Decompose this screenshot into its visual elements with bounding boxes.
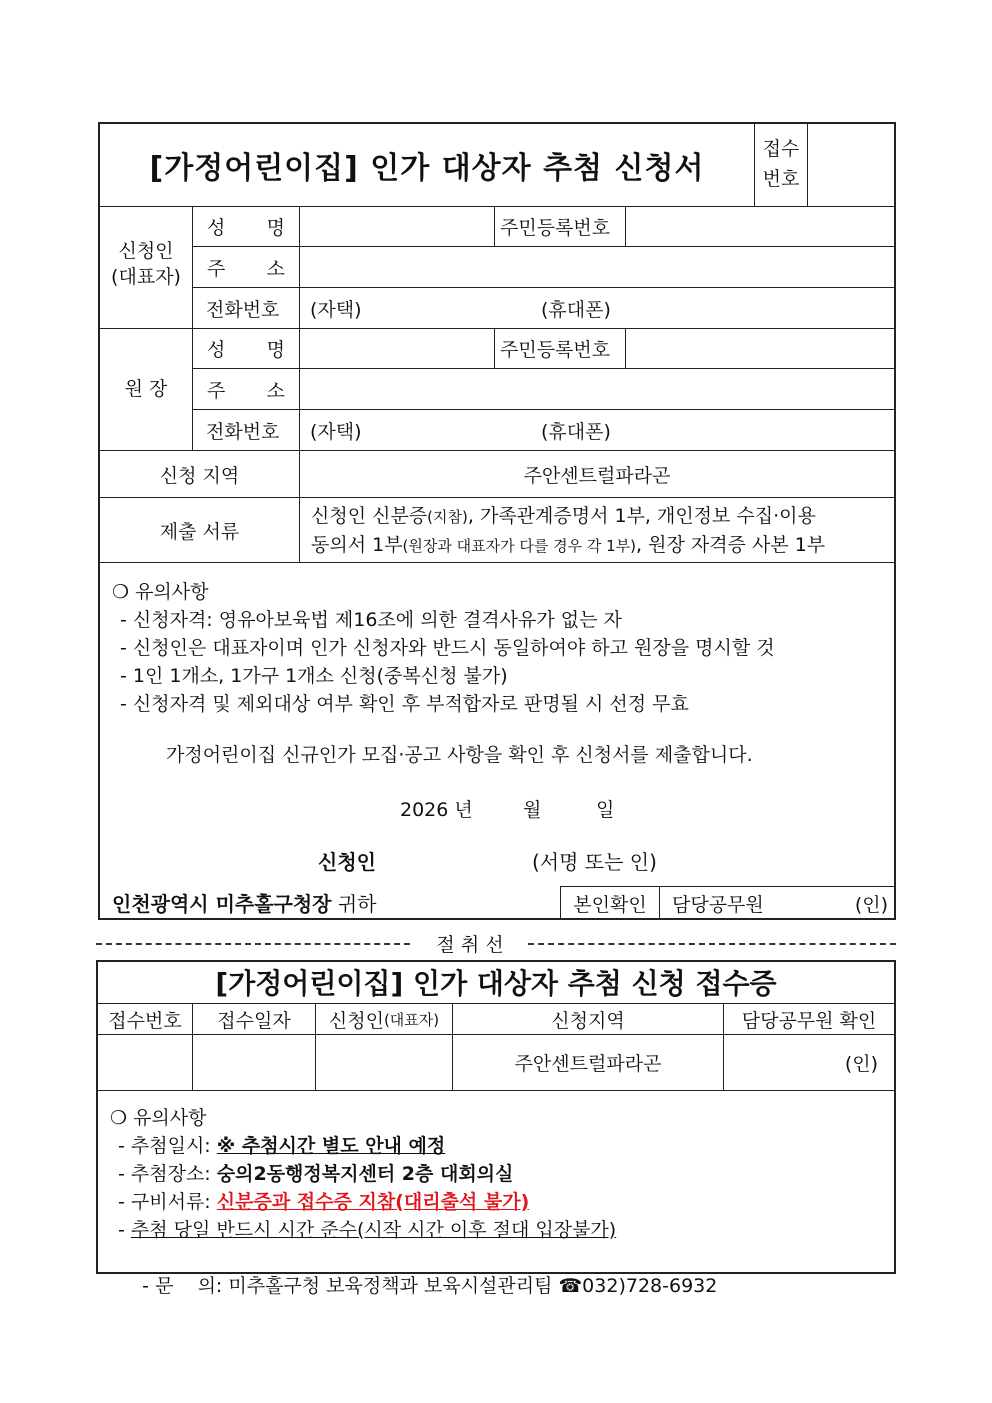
receipt-title: [가정어린이집] 인가 대상자 추첨 신청 접수증 — [215, 967, 777, 1000]
director-address-label: 주 소 — [207, 379, 285, 402]
recipient: 인천광역시 미추홀구청장 귀하 — [112, 892, 377, 916]
receipt-notes-title: ❍ 유의사항 — [110, 1107, 207, 1129]
applicant-address-field[interactable] — [300, 247, 894, 287]
note-place: - 추첨장소: 숭의2동행정복지센터 2층 대회의실 — [118, 1163, 514, 1185]
cut-line-left — [96, 943, 410, 945]
receipt-applicant-field[interactable] — [316, 1035, 452, 1090]
director-name-label: 성 명 — [207, 339, 285, 361]
header-receipt-date: 접수일자 — [217, 1009, 291, 1032]
applicant-mobile-phone-field[interactable]: (휴대폰) — [541, 298, 611, 321]
header-receipt-number: 접수번호 — [108, 1009, 182, 1032]
notes-title: ❍ 유의사항 — [112, 581, 209, 603]
note-item: - 1인 1개소, 1가구 1개소 신청(중복신청 불가) — [120, 665, 508, 687]
note-docs: - 구비서류: 신분증과 접수증 지참(대리출석 불가) — [118, 1191, 530, 1213]
director-rrn-field[interactable] — [626, 329, 894, 368]
form-title: [가정어린이집] 인가 대상자 추첨 신청서 — [149, 151, 705, 186]
region-value: 주안센트럴파라곤 — [523, 464, 671, 487]
applicant-home-phone-field[interactable]: (자택) — [310, 298, 362, 321]
applicant-group-label: 신청인 (대표자) — [111, 240, 181, 288]
receipt-notes — [110, 1104, 880, 1328]
receipt-region-value: 주안센트럴파라곤 — [514, 1053, 662, 1075]
officer-seal: (인) — [854, 893, 888, 916]
applicant-rrn-label: 주민등록번호 — [500, 217, 611, 239]
cut-line-label: 절 취 선 — [436, 934, 504, 956]
director-address-field[interactable] — [300, 369, 894, 409]
header-region: 신청지역 — [551, 1009, 625, 1032]
director-rrn-label: 주민등록번호 — [500, 339, 611, 361]
region-label: 신청 지역 — [159, 464, 240, 487]
form-notes — [112, 578, 882, 718]
note-item: - 신청인은 대표자이며 인가 신청자와 반드시 동일하여야 하고 원장을 명시할 것 — [120, 637, 775, 659]
note-contact: - 문 의: 미추홀구청 보육정책과 보육시설관리팀 ☎032)728-6932 — [142, 1275, 718, 1297]
receipt-date-field[interactable] — [193, 1035, 315, 1090]
receipt-number-field[interactable] — [98, 1035, 192, 1090]
applicant-address-label: 주 소 — [207, 257, 285, 280]
date-year: 2026 년 — [400, 799, 473, 821]
director-mobile-phone-field[interactable]: (휴대폰) — [541, 420, 611, 443]
date-month: 월 — [523, 799, 542, 821]
director-home-phone-field[interactable]: (자택) — [310, 420, 362, 443]
docs-label: 제출 서류 — [159, 520, 240, 543]
docs-value: 신청인 신분증(지참), 가족관계증명서 1부, 개인정보 수집·이용 동의서 1부(원장과 대표자가 다를 경우 각 1부), 원장 자격증 사본 1부 — [311, 505, 826, 556]
cut-line-right — [528, 943, 896, 945]
note-time: - 추첨 당일 반드시 시간 준수(시작 시간 이후 절대 입장불가) — [118, 1219, 617, 1241]
applicant-name-label: 성 명 — [207, 217, 285, 239]
applicant-rrn-field[interactable] — [626, 207, 894, 246]
declaration: 가정어린이집 신규인가 모집·공고 사항을 확인 후 신청서를 제출합니다. — [166, 744, 753, 766]
header-officer-check: 담당공무원 확인 — [741, 1009, 877, 1032]
date-day: 일 — [596, 799, 615, 821]
receipt-number-label: 접수 번호 — [754, 124, 808, 206]
note-item: - 신청자격: 영유아보육법 제16조에 의한 결격사유가 없는 자 — [120, 609, 622, 631]
sign-note: (서명 또는 인) — [532, 850, 657, 874]
applicant-phone-label: 전화번호 — [206, 298, 280, 321]
header-applicant: 신청인 (대표자) — [328, 1009, 440, 1032]
director-group-label: 원 장 — [124, 378, 168, 400]
receipt-officer-seal: (인) — [844, 1053, 878, 1075]
officer-label: 담당공무원 — [672, 893, 764, 916]
signer-label: 신청인 — [318, 850, 376, 874]
note-item: - 신청자격 및 제외대상 여부 확인 후 부적합자로 판명될 시 선정 무효 — [120, 693, 689, 715]
applicant-name-field[interactable] — [300, 207, 494, 246]
id-check-label: 본인확인 — [573, 893, 647, 916]
director-phone-label: 전화번호 — [206, 420, 280, 443]
director-name-field[interactable] — [300, 329, 494, 368]
note-date: - 추첨일시: ※ 추첨시간 별도 안내 예정 — [118, 1135, 446, 1157]
